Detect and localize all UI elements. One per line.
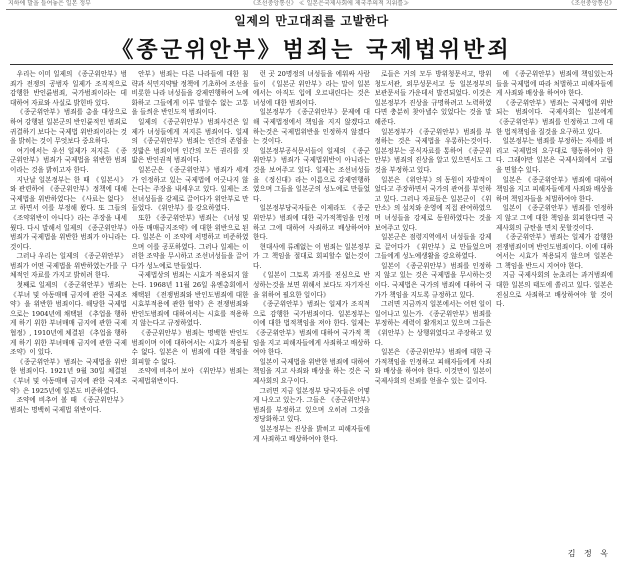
paragraph: 일본정부가 《종군위안부》문제에 대해 국제법정에서 책임을 지지 않겠다고 하는것은 국제법위반을 인정하지 않겠다는 것이다. — [253, 108, 370, 146]
paragraph: 일본정부가 《종군위안부》범죄를 부정하는 것은 국제법을 우롱하는것이다. 일본정부는 공식자료를 통하여 《종군위안부》범죄의 진상을 알고 있으면서도 그것을 부정하고 있다. — [374, 127, 492, 174]
paragraph: 일본정부공식문서들이 일제의 《종군위안부》범죄가 국제법위반이 아니라는 것을 보여주고 있다. 일제는 조선녀성들을 《정신대》라는 이름으로 강제연행하였으며 그들을 일본군의 성노예로 만들었다. — [253, 146, 370, 203]
paragraph: 《일본이 그토록 과거를 진심으로 반성하는것을 보면 위해서 보다도 자기자신을 위하여 필요한 일이다》 — [253, 271, 370, 299]
article-subtitle: 일제의 만고대죄를 고발한다 — [234, 14, 389, 28]
text-column-3 — [253, 70, 370, 558]
paragraph: 《종군위안부》범죄는 일제가 조직적으로 감행한 국가범죄이다. 일본정부는 이에 대한 법적책임을 져야 한다. 일제는 《종군위안부》범죄에 대하여 국가적 책임을 지고 피해자들에게 사죄하고 배상하여야 한다. — [253, 300, 370, 357]
text-column-2 — [132, 70, 249, 558]
paragraph: 《종군위안부》범죄는 국제법을 위반한 범죄이다. 1921년 9월 30일 체결된 《부녀 및 아동매매 금지에 관한 국제조약》은 1925년에 일본도 비준하였다. — [10, 357, 127, 395]
article-author: 김 정 옥 — [567, 549, 611, 558]
paragraph: 현대사에 류례없는 이 범죄는 일본정부가 그 책임을 절대로 회피할수 없는것이다. — [253, 242, 370, 270]
paragraph: 일본이 《종군위안부》범죄를 인정하지 않고 그에 대한 책임을 회피한다면 국제사회의 규탄을 면치 못할것이다. — [496, 204, 613, 232]
paragraph: 일본정부는 진상을 밝히고 피해자들에게 사죄하고 배상하여야 한다. — [253, 424, 370, 443]
paragraph: 조약에 비추어 볼 때 《종군위안부》범죄는 명백히 국제법 위반이다. — [10, 396, 127, 414]
header-center-text: 《조선중앙통신》 ≪ 일본은국제사회에 제국주의적 지위를≫ — [250, 0, 410, 7]
paragraph: 국제법상의 범죄는 시효가 적용되지 않는다. 1968년 11월 26일 유엔총회에서 채택된 《전쟁범죄와 반인도범죄에 대한 시효부적용에 관한 협약》은 전쟁범죄와 반인도범죄에 대하여서는 시효를 적용하지 않는다고 규정하였다. — [131, 271, 249, 328]
paragraph: 일본정부당국자들은 이제라도 《종군위안부》범죄에 대한 국가적책임을 인정하고 그에 대하여 사죄하고 배상하여야 한다. — [253, 204, 370, 242]
paragraph: 지난날 일본정부는 한 때 《일본시》와 관련하여 《종군위안부》정책에 대해 국제법을 위반하였다는 《사료는 없다》고 하면서 이를 부정해 왔다. 또 그들의 《조약위반이 아니다》라는 주장을 내세웠다. 다시 말해서 일제의 《종군위안부》범죄가 국제법을 위반한 범죄가 아니라는 것이다. — [10, 175, 127, 251]
paragraph: 일본은 《위안부》의 동원이 자발적이었다고 주장하면서 국가의 관여를 부인하고 있다. 그러나 자료들은 일본군이 《위안소》의 설치와 운영에 직접 관여하였으며 녀성들을 강제로 동원하였다는 것을 보여주고 있다. — [374, 175, 492, 232]
paragraph: 일본은 《종군위안부》범죄에 대하여 책임을 지고 피해자들에게 사죄와 배상을 하며 책임자들을 처벌하여야 한다. — [496, 175, 613, 203]
article-headline: 《종군위안부》범죄는 국제법위반죄 — [111, 38, 512, 63]
paragraph: 일본정부는 범죄를 부정하는 자세를 버리고 국제법의 요구대로 행동하여야 한다. 그래야만 일본은 국제사회에서 고립을 면할수 있다. — [496, 137, 613, 174]
paragraph: 조약에 비추어 보아 《위안부》범죄는 국제법위반이다. — [131, 367, 249, 385]
paragraph: 그러면 지금 일본정부 당국자들은 어떻게 나오고 있는가. 그들은 《종군위안부》범죄를 부정하고 있으며 오히려 그것을 정당화하고 있다. — [253, 386, 370, 424]
page-header-strip — [6, 0, 617, 10]
paragraph: 《종군위안부》범죄를 총을 대상으로 하여 강행된 일본군의 반인륜적인 범죄로 귀결하기 보다는 국제법 위반죄이라는 것을 밝히는 것이 무엇보다 중요하다. — [10, 108, 127, 146]
paragraph: 일본이 국제법을 위반한 범죄에 대하여 책임을 지고 사죄와 배상을 하는 것은 국제사회의 요구이다. — [253, 357, 370, 385]
paragraph: 에 《종군위안부》범죄에 책임있는자들을 국제법에 따라 처벌하고 피해자들에게 사죄와 배상을 하여야 한다. — [496, 70, 613, 98]
paragraph: 로들은 거의 모두 방위청문서고, 방위청도서관, 외무성문서고 등 일본정부의 보관문서들 가운데서 발견되었다. 이것은 일본정부가 진상을 규명하려고 노력하였다면 충분히 찾아낼수 있었다는 것을 말해준다. — [374, 70, 492, 126]
article-body — [10, 70, 613, 558]
paragraph: 안부》범죄는 다른 나라들에 대한 침략과 식민지약탈 정책에 기초하여 조선을 비롯한 나라 녀성들을 강제연행하여 노예화하고 그들에게 이루 말할수 없는 고통을 들씌운 반인도적 범죄이다. — [131, 70, 249, 117]
paragraph: 《종군위안부》범죄는 명백한 반인도범죄이며 이에 대하여서는 시효가 적용될 수 없다. 일본은 이 범죄에 대한 책임을 회피할 수 없다. — [131, 329, 249, 366]
paragraph: 《종군위안부》범죄는 국제법에 위반되는 범죄이다. 국제사회는 일본에게 《종군위안부》범죄를 인정하고 그에 대한 법적책임을 질것을 요구하고 있다. — [496, 98, 613, 136]
paragraph: 우리는 이미 일제의 《종군위안부》범죄가 전쟁의 공범자 일제가 조직적으로 감행한 반인륜범죄, 국가범죄이라는 데 대하여 자료와 사실로 밝힌바 있다. — [10, 70, 127, 107]
paragraph: 그러면 지금까지 일본에서는 어떤 일이 일어나고 있는가. 《종군위안부》범죄를 부정하는 세력이 활개치고 있으며 그들은 《위안부》는 상행위였다고 주장하고 있다. — [374, 300, 492, 347]
paragraph: 일본은 《종군위안부》범죄에 대한 국가적책임을 인정하고 피해자들에게 사죄와 배상을 하여야 한다. 이것만이 일본이 국제사회의 신뢰를 얻을수 있는 길이다. — [374, 348, 492, 385]
paragraph: 일본이 《종군위안부》범죄를 인정하지 않고 있는 것은 국제법을 무시하는것이다. 국제법은 국가의 범죄에 대하여 국가가 책임을 지도록 규정하고 있다. — [374, 261, 492, 299]
paragraph: 그러나 우리는 일제의 《종군위안부》범죄가 어떤 국제법을 위반하였는가를 구체적인 자료를 가지고 밝히려 한다. — [10, 252, 127, 280]
text-column-4 — [375, 70, 492, 558]
paragraph: 일본군은 점령지역에서 녀성들을 강제로 끌어다가 《위안부》로 만들었으며 그들에게 성노예생활을 강요하였다. — [374, 233, 492, 261]
headline-divider — [10, 64, 613, 65]
header-right-text: 《조선중앙통신》 — [568, 0, 615, 7]
paragraph: 일제의 《종군위안부》범죄사건은 일제가 녀성들에게 저지른 범죄이다. 일제의 《종군위안부》범죄는 인간의 존엄을 짓밟은 범죄이며 인간의 모든 권리를 짓밟은 반인권적 범죄이다. — [131, 117, 249, 165]
paragraph: 《종군위안부》범죄는 일제가 감행한 전쟁범죄이며 반인도범죄이다. 이에 대하여서는 시효가 적용되지 않으며 일본은 그 책임을 반드시 지여야 한다. — [496, 233, 613, 270]
paragraph: 일본군은 《종군위안부》범죄가 세계가 인정하고 있는 국제법에 어긋나지 않는다는 주장을 내세우고 있다. 일제는 조선녀성들을 강제로 끌어다가 위안부로 만들었다. 《위안부》를 강요하였다. — [131, 165, 249, 213]
paragraph: 지금 국제사회의 눈초리는 과거범죄에 대한 일본의 태도에 쏠리고 있다. 일본은 진심으로 사죄하고 배상하여야 할 것이다. — [496, 271, 613, 309]
text-column-5 — [496, 70, 613, 558]
paragraph: 런 곳 20명정의 녀성들을 에워싸 사람들이 《일본군 위안부》라는 말이 일본에서는 아직도 입에 오르내린다는 것은 녀성에 대한 범죄이다. — [253, 70, 370, 107]
paragraph: 여기에서는 우선 일제가 저지른 《종군위안부》범죄가 국제법을 위반한 범죄이라는 것을 밝히고자 한다. — [10, 146, 127, 174]
paragraph: 첫째로 일제의 《종군위안부》범죄는 《부녀 및 아동매매 금지에 관한 국제조약》을 위반한 범죄이다. 해당한 국제법으로는 1904년에 채택된 《추업을 행하게 하기 위한 부녀매매 금지에 관한 국제협정》, 1910년에 체결된 《추업을 행하게 하기 위한 부녀매매 금지에 관한 국제조약》이 있다. — [10, 281, 127, 357]
header-left-text: 지하에 발을 들여놓은 일본 정부 — [8, 0, 91, 7]
text-column-1 — [10, 70, 127, 558]
paragraph: 또한 《종군위안부》범죄는 《녀성 및 아동 매매금지조약》에 대한 위반으로 된다. 일본은 이 조약에 서명하고 비준하였으며 이를 공포하였다. 그러나 일제는 이러한 조약을 무시하고 조선녀성들을 끌어다가 성노예로 만들었다. — [131, 213, 249, 270]
